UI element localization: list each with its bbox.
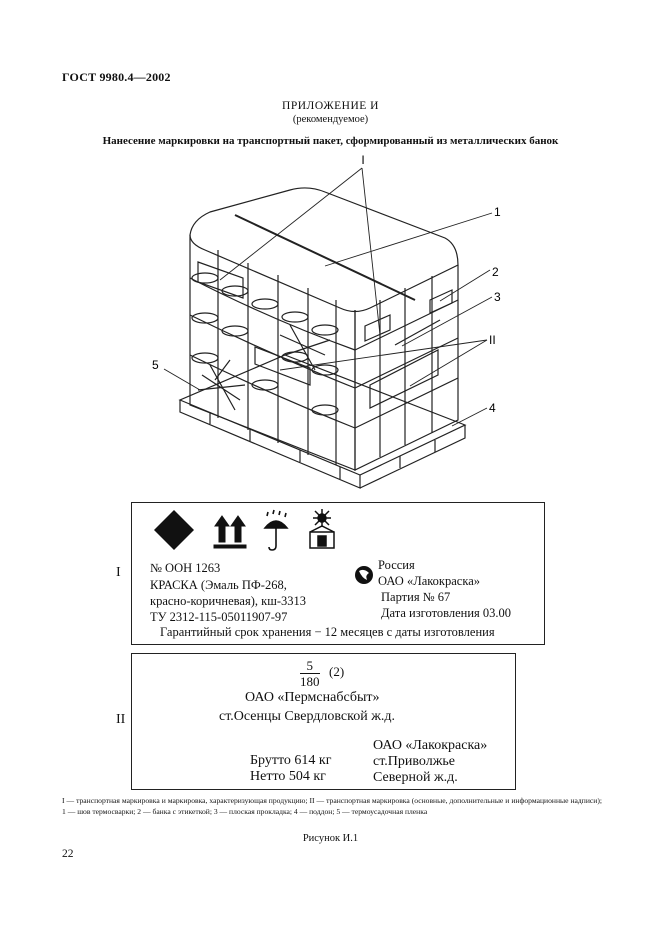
net-weight: Нетто 504 кг [250, 769, 326, 784]
label-4: 4 [489, 401, 496, 415]
shipper-station: ст.Приволжье [373, 754, 455, 769]
product-line-2: красно-коричневая), кш-3313 [150, 594, 306, 608]
marking-I-roman: I [116, 565, 121, 580]
tu-number: ТУ 2312-115-05011907-97 [150, 610, 288, 624]
label-3: 3 [494, 290, 501, 304]
pallet-drawing [140, 150, 520, 500]
shipper-railway: Северной ж.д. [373, 770, 458, 785]
this-way-up-icon [214, 516, 246, 548]
fraction-denominator: 180 [300, 674, 320, 689]
consignee: ОАО «Пермснабсбыт» [245, 690, 380, 705]
label-2: 2 [492, 265, 499, 279]
label-I: I [361, 153, 365, 167]
fraction-numerator: 5 [300, 658, 320, 674]
gross-weight: Брутто 614 кг [250, 753, 332, 768]
fraction-suffix: (2) [329, 664, 345, 679]
fraction [300, 658, 320, 689]
keep-dry-icon [265, 510, 287, 550]
marking-II-roman: II [116, 712, 126, 727]
warranty-line: Гарантийный срок хранения − 12 месяцев с даты изготовления [160, 625, 495, 639]
country: Россия [378, 558, 415, 572]
shipper: ОАО «Лакокраска» [373, 738, 488, 753]
batch: Партия № 67 [381, 590, 451, 604]
standard-header: ГОСТ 9980.4—2002 [62, 70, 171, 84]
destination: ст.Осенцы Свердловской ж.д. [219, 709, 396, 724]
figure-title: Нанесение маркировки на транспортный пакет, сформированный из металлических банок [102, 135, 559, 147]
protect-from-heat-icon [310, 509, 334, 548]
figure-label: Рисунок И.1 [302, 833, 359, 844]
marking-I-box [131, 502, 545, 645]
appendix-title: ПРИЛОЖЕНИЕ И [282, 100, 379, 112]
hazard-symbols [150, 508, 360, 556]
maker: ОАО «Лакокраска» [378, 574, 481, 588]
label-II: II [489, 333, 496, 347]
hazard-diamond-icon [154, 510, 194, 550]
manufacturer-logo-icon [354, 565, 374, 585]
manufacture-date: Дата изготовления 03.00 [381, 606, 512, 620]
product-line-1: КРАСКА (Эмаль ПФ-268, [150, 578, 287, 592]
page-number: 22 [62, 848, 74, 860]
label-1: 1 [494, 205, 501, 219]
marking-II-box [131, 653, 516, 790]
figure-caption: I — транспортная маркировка и маркировка, характеризующая продукцию; II — транспортная маркировка (основные, дополнительные и информационные надписи); 1 — шов термосварки; 2 — банка с этикеткой; 3 — плоская прокладка; 4 — поддон; 5 — термоусадочная пленка [62, 796, 602, 816]
appendix-subtitle: (рекомендуемое) [292, 114, 369, 125]
label-5: 5 [152, 358, 159, 372]
un-number: № ООН 1263 [150, 561, 221, 575]
